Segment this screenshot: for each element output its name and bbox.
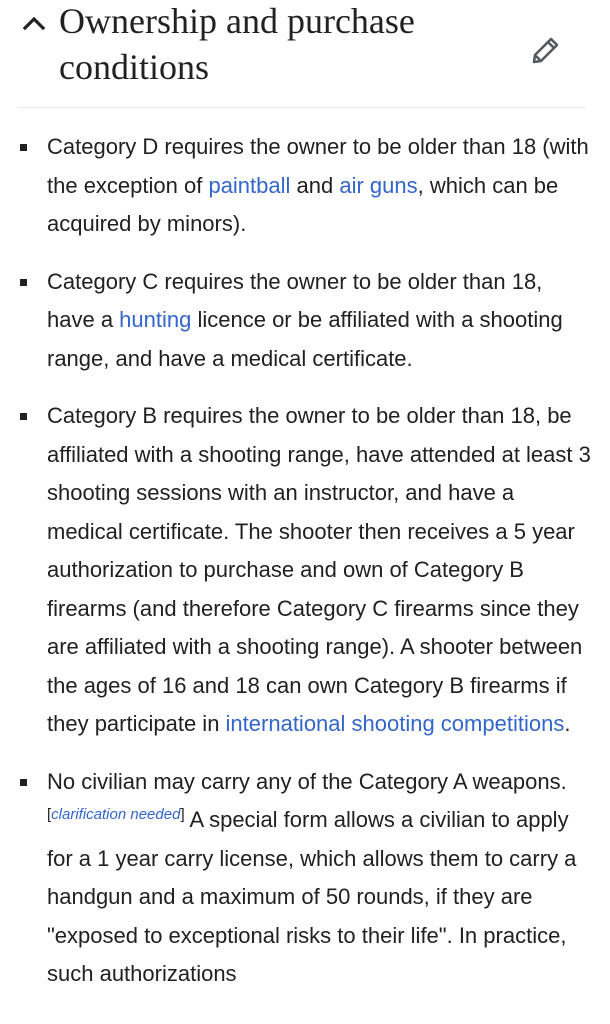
note-bracket-close: ] — [180, 806, 185, 823]
section-title: Ownership and purchase conditions — [59, 1, 415, 87]
link-hunting[interactable]: hunting — [119, 307, 192, 332]
pencil-icon[interactable] — [530, 34, 562, 66]
list-item — [0, 128, 610, 244]
section-content — [0, 128, 610, 1013]
bullet-icon — [20, 779, 27, 786]
item-text: and — [290, 172, 340, 198]
list-item — [0, 397, 610, 744]
clarification-needed-note — [47, 806, 185, 823]
link-paintball[interactable]: paintball — [208, 172, 291, 198]
item-text: , which can be acquired by minors). — [47, 172, 559, 236]
item-text: . — [564, 711, 571, 736]
section-header — [0, 0, 610, 108]
list-item — [0, 263, 610, 379]
link-clarification-needed[interactable]: clarification needed — [51, 806, 181, 823]
item-text: No civilian may carry any of the Category A weapons. — [47, 768, 567, 794]
bullet-icon — [20, 413, 27, 420]
bullet-list — [0, 128, 610, 994]
section-divider — [18, 107, 586, 108]
item-text: Category C requires the owner to be older than 18, have a — [47, 268, 543, 332]
bullet-icon — [20, 144, 27, 151]
list-item — [0, 763, 610, 994]
item-text: Category B requires the owner to be older than 18, be affiliated with a shooting range, have attended at least 3 shooting sessions with an instructor, and have a medical certificate. The shooter then receives a 5 year authorization to purchase and own of Category B firearms (and therefore Category C firearms since they are affiliated with a shooting range). A shooter between the ages of 16 and 18 can own Category B firearms if they participate in — [47, 403, 591, 736]
chevron-up-icon[interactable] — [20, 13, 48, 33]
note-bracket-open: [ — [47, 806, 52, 823]
item-text: licence or be affiliated with a shooting range, and have a medical certificate. — [47, 307, 563, 371]
item-text: Category D requires the owner to be older than 18 (with the exception of — [47, 134, 589, 198]
link-air-guns[interactable]: air guns — [339, 172, 418, 198]
bullet-icon — [20, 279, 27, 286]
link-international-shooting-competitions[interactable]: international shooting competitions — [225, 711, 565, 736]
item-text: A special form allows a civilian to apply for a 1 year carry license, which allows them to carry a handgun and a maximum of 50 rounds, if they are "exposed to exceptional risks to their life". In practice, such authorizations — [47, 807, 577, 986]
